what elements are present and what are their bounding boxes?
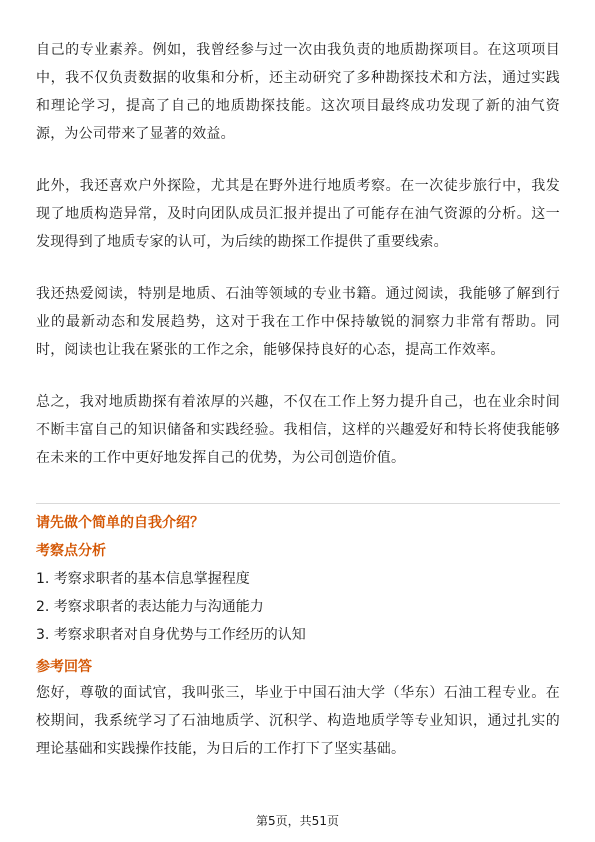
paragraph: 我还热爱阅读，特别是地质、石油等领域的专业书籍。通过阅读，我能够了解到行业的最新动态和发展趋势，这对于我在工作中保持敏锐的洞察力非常有帮助。同时，阅读也让我在紧张的工作之余，能够保持良好的心态，提高工作效率。	[36, 286, 560, 358]
qa-section	[36, 511, 560, 763]
analysis-heading: 考察点分析	[36, 543, 106, 559]
list-item: 3. 考察求职者对自身优势与工作经历的认知	[36, 627, 306, 643]
analysis-list	[36, 565, 560, 649]
list-item: 2. 考察求职者的表达能力与沟通能力	[36, 599, 264, 615]
reference-answer: 您好，尊敬的面试官，我叫张三，毕业于中国石油大学（华东）石油工程专业。在校期间，我系统学习了石油地质学、沉积学、构造地质学等专业知识，通过扎实的理论基础和实践操作技能，为日后的工作打下了坚实基础。	[36, 685, 560, 757]
page-number: 第5页，共51页	[256, 814, 339, 828]
paragraph: 自己的专业素养。例如，我曾经参与过一次由我负责的地质勘探项目。在这项项目中，我不仅负责数据的收集和分析，还主动研究了多种勘探技术和方法，通过实践和理论学习，提高了自己的地质勘探技能。这次项目最终成功发现了新的油气资源，为公司带来了显著的效益。	[36, 42, 560, 142]
answer-heading: 参考回答	[36, 659, 92, 675]
list-item: 1. 考察求职者的基本信息掌握程度	[36, 571, 250, 587]
paragraph: 此外，我还喜欢户外探险，尤其是在野外进行地质考察。在一次徒步旅行中，我发现了地质构造异常，及时向团队成员汇报并提出了可能存在油气资源的分析。这一发现得到了地质专家的认可，为后续的勘探工作提供了重要线索。	[36, 178, 560, 250]
interview-question: 请先做个简单的自我介绍？	[36, 515, 204, 531]
section-divider	[36, 503, 560, 504]
paragraph: 总之，我对地质勘探有着浓厚的兴趣，不仅在工作上努力提升自己，也在业余时间不断丰富自己的知识储备和实践经验。我相信，这样的兴趣爱好和特长将使我能够在未来的工作中更好地发挥自己的优势，为公司创造价值。	[36, 394, 560, 466]
body-text	[36, 36, 560, 496]
